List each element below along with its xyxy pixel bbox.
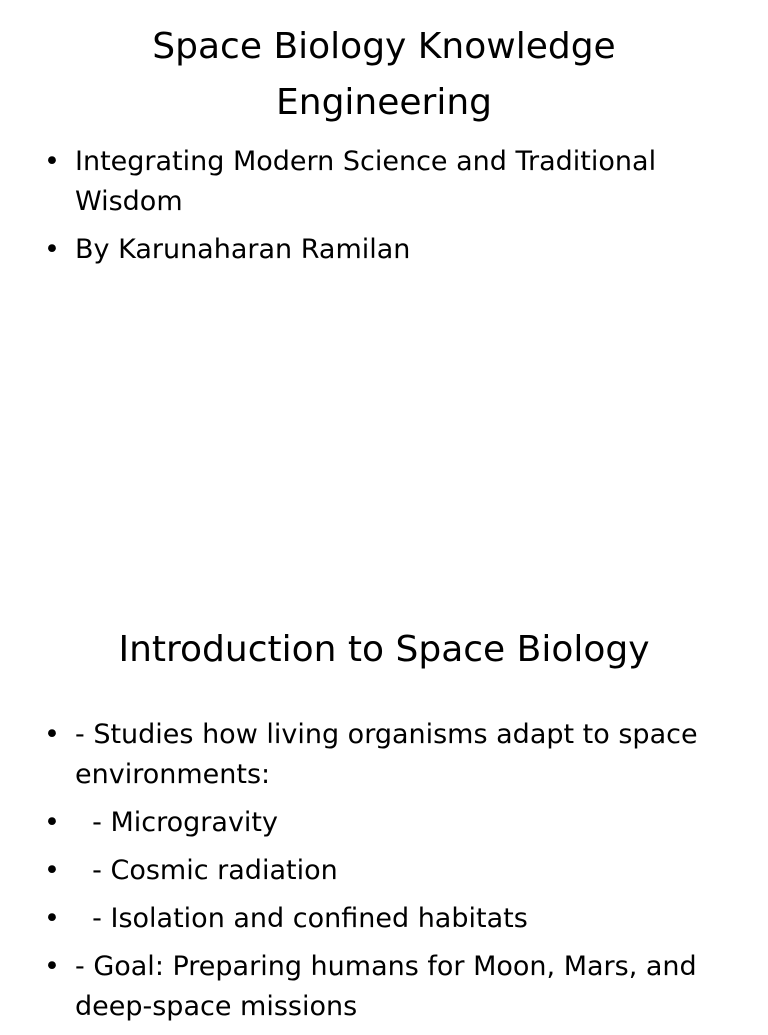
- slide-introduction-heading: Introduction to Space Biology: [118, 629, 650, 670]
- bullet-icon: •: [44, 903, 60, 934]
- bullet-icon: •: [44, 807, 60, 838]
- bullet-text: Integrating Modern Science and Traditional Wisdom: [75, 146, 657, 217]
- bullet-item: [44, 947, 724, 1027]
- bullet-item: [44, 851, 724, 891]
- slide-introduction-bullet-list: [44, 715, 724, 1035]
- bullet-item: [44, 715, 724, 795]
- bullet-text: - Cosmic radiation: [75, 855, 338, 886]
- bullet-icon: •: [44, 234, 60, 265]
- slide-title-heading: Space Biology Knowledge Engineering: [152, 26, 616, 123]
- bullet-icon: •: [44, 951, 60, 982]
- bullet-text: - Isolation and confined habitats: [75, 903, 528, 934]
- bullet-icon: •: [44, 855, 60, 886]
- bullet-item: [44, 230, 724, 270]
- bullet-item: [44, 899, 724, 939]
- slide-introduction: [0, 576, 768, 1024]
- bullet-item: [44, 142, 724, 222]
- bullet-item: [44, 803, 724, 843]
- bullet-text: - Microgravity: [75, 807, 278, 838]
- bullet-icon: •: [44, 146, 60, 177]
- bullet-text: - Studies how living organisms adapt to space environments:: [75, 719, 698, 790]
- bullet-text: By Karunaharan Ramilan: [75, 234, 411, 265]
- bullet-icon: •: [44, 719, 60, 750]
- slide-title-bullet-list: [44, 142, 724, 278]
- bullet-text: - Goal: Preparing humans for Moon, Mars, and deep-space missions: [75, 951, 697, 1022]
